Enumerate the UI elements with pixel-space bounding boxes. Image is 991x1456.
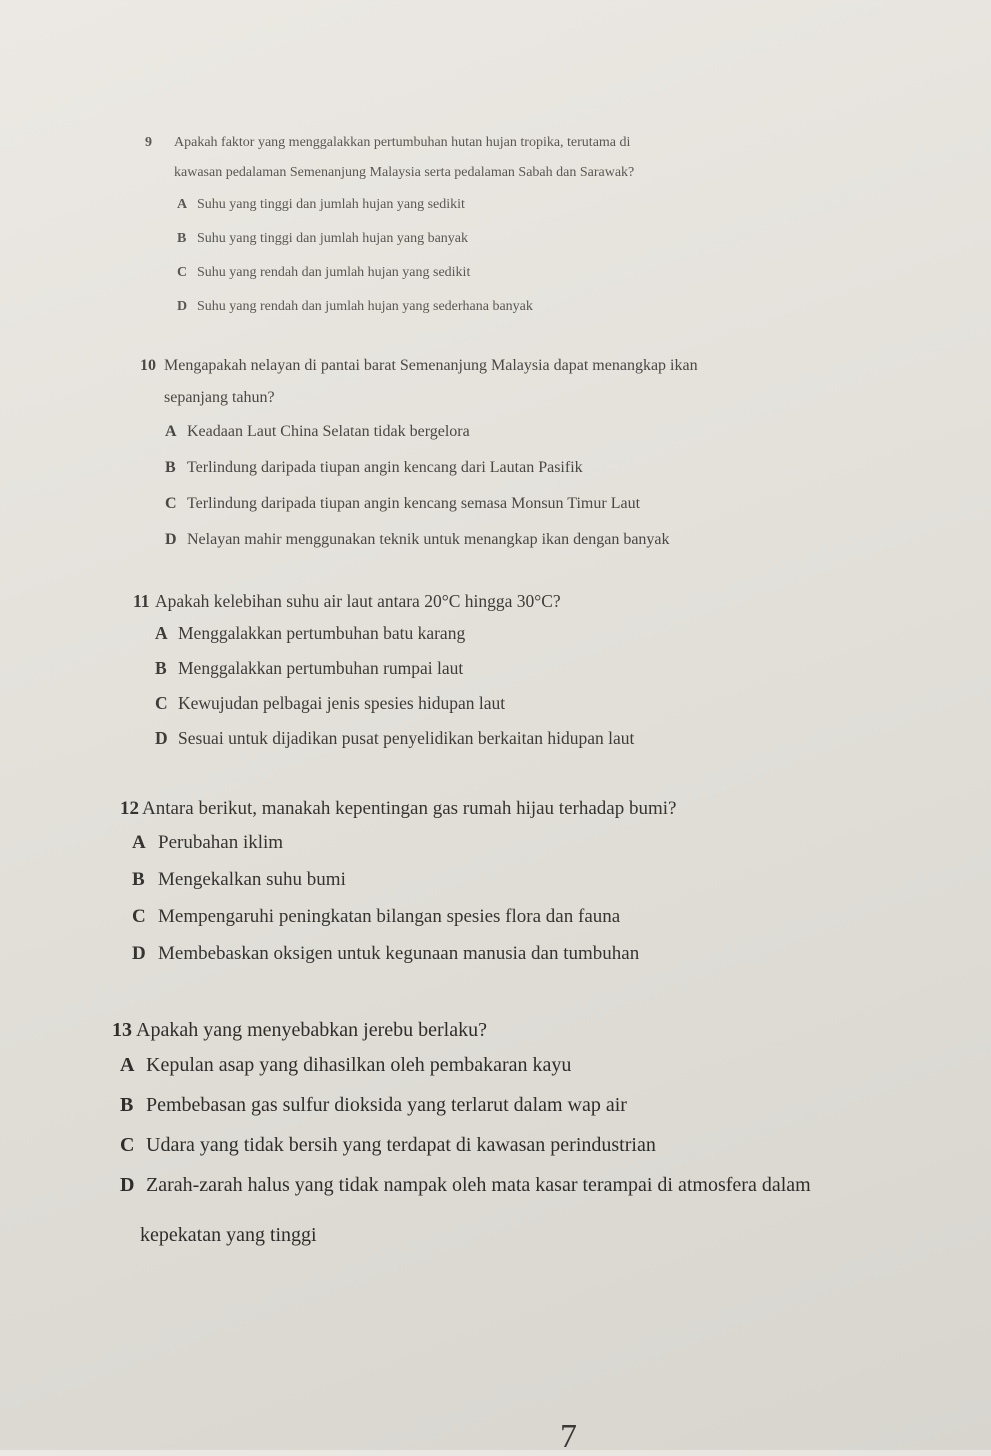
option-letter: C — [155, 693, 168, 713]
question-stem — [120, 794, 920, 824]
question-11 — [133, 586, 893, 756]
option-text: Kepulan asap yang dihasilkan oleh pembakaran kayu — [146, 1054, 572, 1076]
question-13 — [112, 1015, 982, 1255]
option-text: Suhu yang tinggi dan jumlah hujan yang banyak — [197, 231, 469, 246]
question-stem — [140, 350, 910, 414]
option-d — [177, 290, 905, 324]
option-text-continuation: kepekatan yang tinggi — [140, 1224, 317, 1246]
question-text-line-2: kawasan pedalaman Semenanjung Malaysia serta pedalaman Sabah dan Sarawak? — [174, 165, 635, 180]
option-c — [165, 486, 910, 522]
option-letter: C — [132, 906, 146, 927]
option-letter: B — [132, 869, 145, 890]
option-text: Suhu yang rendah dan jumlah hujan yang sederhana banyak — [197, 299, 533, 314]
question-text-line-1: Apakah yang menyebabkan jerebu berlaku? — [136, 1019, 487, 1041]
option-letter: A — [120, 1054, 135, 1076]
option-b — [132, 861, 920, 898]
option-text: Terlindung daripada tiupan angin kencang semasa Monsun Timur Laut — [187, 495, 641, 512]
option-a — [177, 188, 905, 222]
option-text: Udara yang tidak bersih yang terdapat di kawasan perindustrian — [146, 1134, 656, 1156]
option-text: Menggalakkan pertumbuhan rumpai laut — [178, 658, 464, 678]
option-text: Kewujudan pelbagai jenis spesies hidupan laut — [178, 693, 506, 713]
question-text-line-1: Apakah faktor yang menggalakkan pertumbuhan hutan hujan tropika, terutama di — [174, 135, 631, 150]
option-b — [177, 222, 905, 256]
question-stem — [133, 586, 893, 616]
option-d — [120, 1165, 980, 1255]
question-number: 9 — [145, 135, 152, 150]
option-text: Suhu yang tinggi dan jumlah hujan yang sedikit — [197, 197, 465, 212]
option-a — [165, 414, 910, 450]
question-text-line-2: sepanjang tahun? — [164, 389, 275, 406]
option-text: Membebaskan oksigen untuk kegunaan manusia dan tumbuhan — [158, 943, 640, 964]
option-text: Mengekalkan suhu bumi — [158, 869, 346, 890]
option-letter: A — [165, 423, 177, 440]
option-d — [155, 721, 893, 756]
question-number: 11 — [133, 591, 150, 611]
question-number: 10 — [140, 357, 156, 374]
option-text: Sesuai untuk dijadikan pusat penyelidikan berkaitan hidupan laut — [178, 728, 635, 748]
question-stem — [145, 128, 905, 188]
option-a — [155, 616, 893, 651]
option-letter: D — [165, 531, 177, 548]
option-letter: B — [155, 658, 167, 678]
option-letter: D — [177, 299, 188, 314]
option-text: Menggalakkan pertumbuhan batu karang — [178, 623, 466, 643]
option-letter: D — [155, 728, 168, 748]
option-letter: D — [132, 943, 146, 964]
option-letter: A — [132, 832, 146, 853]
option-letter: B — [165, 459, 176, 476]
option-a — [120, 1045, 982, 1085]
page-number: 7 — [560, 1418, 577, 1455]
question-12 — [120, 794, 920, 972]
question-number: 12 — [120, 798, 139, 819]
option-text: Suhu yang rendah dan jumlah hujan yang sedikit — [197, 265, 471, 280]
option-a — [132, 824, 920, 861]
question-10 — [140, 350, 910, 558]
question-stem — [112, 1015, 982, 1045]
option-text: Keadaan Laut China Selatan tidak bergelora — [187, 423, 470, 440]
question-text-line-1: Mengapakah nelayan di pantai barat Semenanjung Malaysia dapat menangkap ikan — [164, 357, 698, 374]
option-c — [177, 256, 905, 290]
option-text: Terlindung daripada tiupan angin kencang dari Lautan Pasifik — [187, 459, 583, 476]
option-b — [120, 1085, 982, 1125]
option-c — [155, 686, 893, 721]
option-letter: B — [120, 1094, 134, 1116]
option-letter: B — [177, 231, 187, 246]
option-letter: C — [120, 1134, 135, 1156]
option-text: Nelayan mahir menggunakan teknik untuk menangkap ikan dengan banyak — [187, 531, 670, 548]
option-c — [132, 898, 920, 935]
option-letter: C — [165, 495, 177, 512]
option-text: Perubahan iklim — [158, 832, 284, 853]
option-d — [165, 522, 910, 558]
option-text: Zarah-zarah halus yang tidak nampak oleh mata kasar terampai di atmosfera dalam — [146, 1174, 811, 1196]
option-c — [120, 1125, 982, 1165]
option-letter: A — [177, 197, 188, 212]
question-text-line-1: Apakah kelebihan suhu air laut antara 20°C hingga 30°C? — [155, 591, 561, 611]
option-letter: A — [155, 623, 168, 643]
question-9 — [145, 128, 905, 324]
question-number: 13 — [112, 1019, 132, 1041]
option-b — [165, 450, 910, 486]
question-text-line-1: Antara berikut, manakah kepentingan gas rumah hijau terhadap bumi? — [142, 798, 677, 819]
option-text: Mempengaruhi peningkatan bilangan spesies flora dan fauna — [158, 906, 621, 927]
option-letter: C — [177, 265, 188, 280]
option-text: Pembebasan gas sulfur dioksida yang terlarut dalam wap air — [146, 1094, 627, 1116]
option-d — [132, 935, 920, 972]
option-b — [155, 651, 893, 686]
option-letter: D — [120, 1174, 135, 1196]
